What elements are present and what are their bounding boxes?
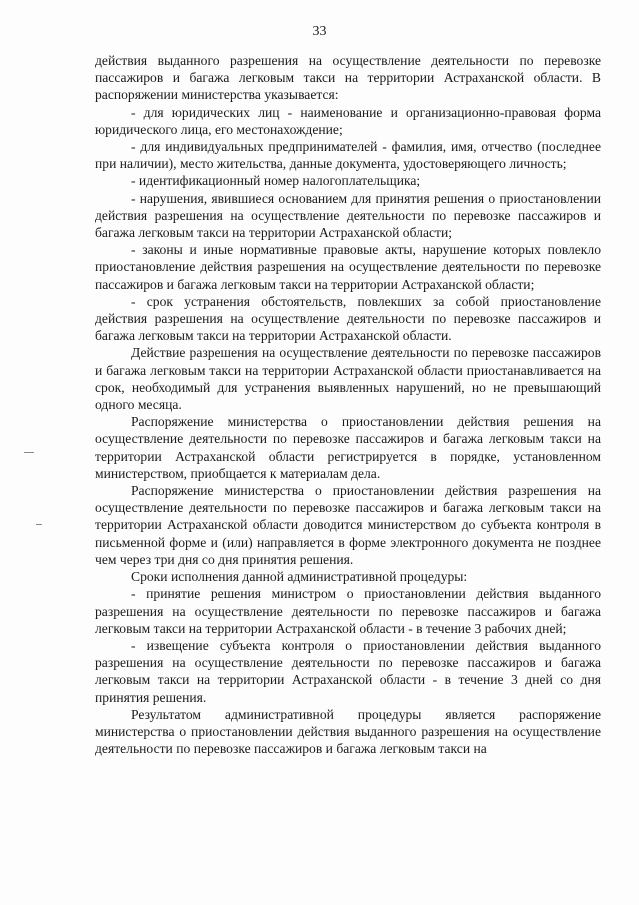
paragraph-continuation: действия выданного разрешения на осуществление деятельности по перевозке пассажиров и багажа легковым такси на территории Астраханской области. В распоряжении министерства указывается: [95, 53, 601, 103]
list-item-decision-deadline: - принятие решения министром о приостановлении действия выданного разрешения на осуществление деятельности по перевозке пассажиров и багажа легковым такси на территории Астраханской области - в течение 3 рабочих дней; [95, 586, 601, 636]
paragraph-suspension-term: Действие разрешения на осуществление деятельности по перевозке пассажиров и багажа легковым такси на территории Астраханской области приостанавливается на срок, необходимый для устранения выявленных нарушений, но не превышающий одного месяца. [95, 345, 601, 413]
paragraph-procedure-result: Результатом административной процедуры является распоряжение министерства о приостановлении действия выданного разрешения на осуществление деятельности по перевозке пассажиров и багажа легковым такси на [95, 706, 601, 757]
list-item-deadline: - срок устранения обстоятельств, повлекших за собой приостановление действия разрешения на осуществление деятельности по перевозке пассажиров и багажа легковым такси на территории Астраханской области. [95, 293, 601, 344]
list-item-taxpayer-id: - идентификационный номер налогоплательщика; [131, 173, 421, 189]
paragraph-order-registration: Распоряжение министерства о приостановлении действия решения на осуществление деятельности по перевозке пассажиров и багажа легковым такси на территории Астраханской области регистрируется в порядке, установленном министерством, приобщается к материалам дела. [95, 414, 601, 481]
list-item-violations: - нарушения, явившиеся основанием для принятия решения о приостановлении действия разрешения на осуществление деятельности по перевозке пассажиров и багажа легковым такси на территории Астраханской области; [95, 190, 601, 241]
list-item-individual-entrepreneurs: - для индивидуальных предпринимателей - фамилия, имя, отчество (последнее при наличии), место жительства, данные документа, удостоверяющего личность; [95, 139, 601, 172]
list-item-notification-deadline: - извещение субъекта контроля о приостановлении действия выданного разрешения на осуществление деятельности по перевозке пассажиров и багажа легковым такси на территории Астраханской области - в течение 3 дней со дня принятия решения. [95, 637, 601, 705]
document-body [95, 52, 601, 757]
paragraph-order-notification: Распоряжение министерства о приостановлении действия разрешения на осуществление деятельности по перевозке пассажиров и багажа легковым такси на территории Астраханской области доводится министерством до субъекта контроля в письменной форме и (или) направляется в форме электронного документа не позднее чем через три дня со дня принятия решения. [95, 483, 601, 567]
scan-artifact-mark [24, 452, 34, 453]
paragraph-procedure-deadlines: Сроки исполнения данной административной процедуры: [131, 569, 468, 585]
scan-artifact-mark [36, 524, 42, 525]
page-number: 33 [312, 24, 327, 39]
list-item-laws: - законы и иные нормативные правовые акты, нарушение которых повлекло приостановление действия разрешения на осуществление деятельности по перевозке пассажиров и багажа легковым такси на территории Астраханской области; [95, 242, 601, 292]
list-item-legal-entities: - для юридических лиц - наименование и организационно-правовая форма юридического лица, его местонахождение; [95, 104, 601, 137]
